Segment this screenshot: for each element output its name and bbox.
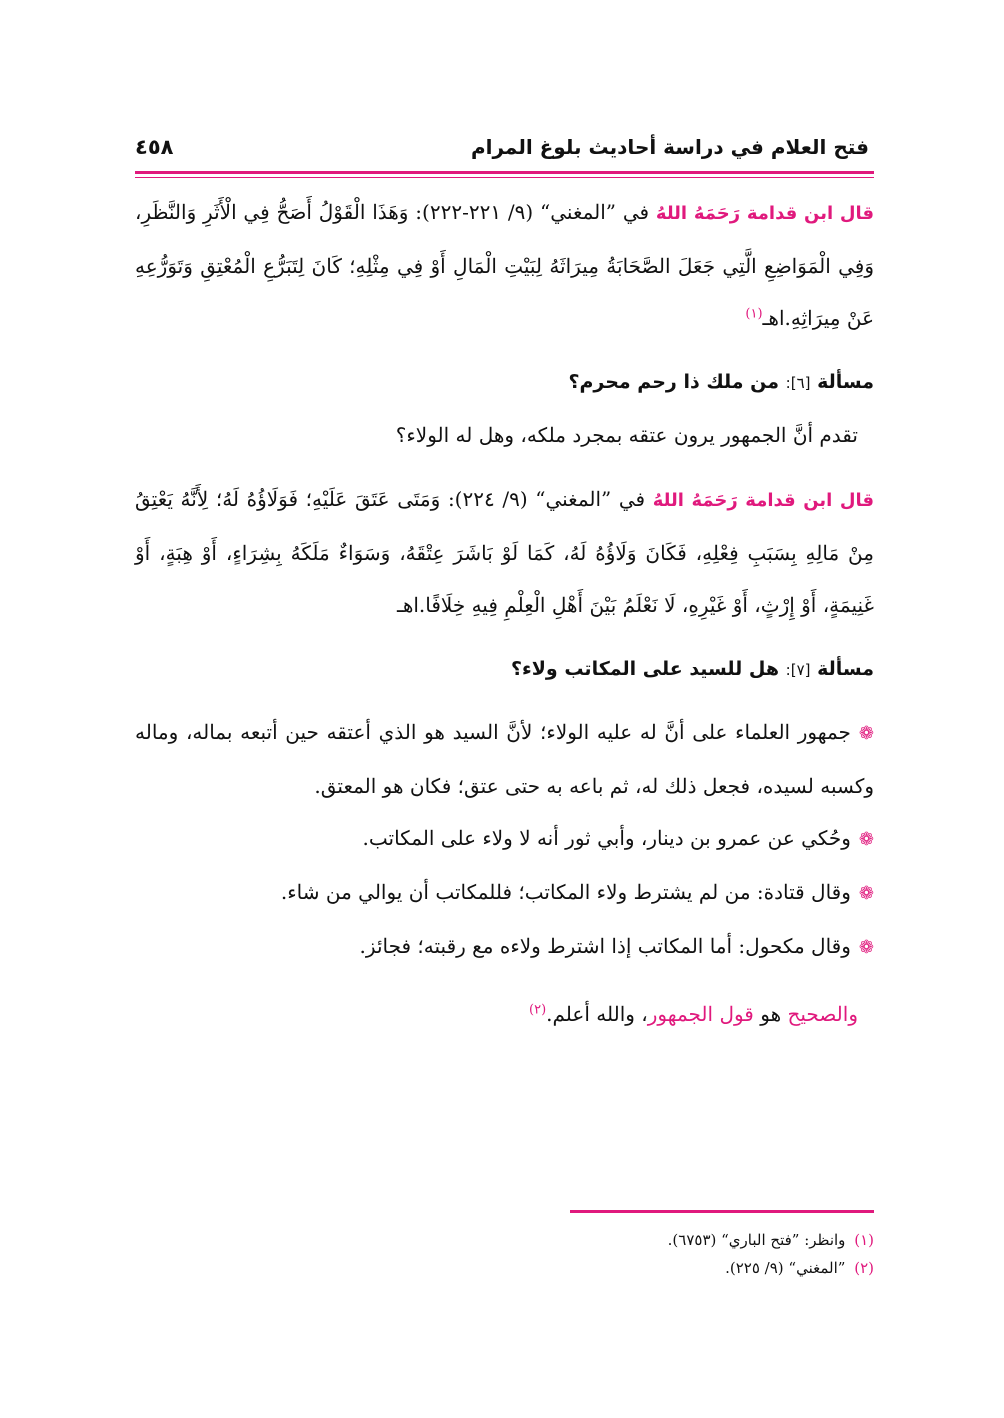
conclusion bbox=[135, 988, 874, 1040]
list-item-text: وقال قتادة: من لم يشترط ولاء المكاتب؛ فللمكاتب أن يوالي من شاء. bbox=[280, 880, 851, 904]
list-item bbox=[135, 706, 874, 812]
footnote bbox=[374, 1226, 874, 1254]
book-title: فتح العلام في دراسة أحاديث بلوغ المرام bbox=[470, 135, 869, 159]
footnote-text: وانظر: ”فتح الباري“ (٦٧٥٣). bbox=[667, 1231, 846, 1249]
quote-reference: في ”المغني“ (٩/ ٢٢١-٢٢٢): bbox=[415, 200, 650, 224]
quote-text: وَهَذَا الْقَوْلُ أَصَحُّ فِي الْأَثَرِ وَالنَّظَرِ، وَفِي الْمَوَاضِعِ الَّتِي جَعَلَ الصَّحَابَةُ مِيرَاثَهُ لِبَيْتِ الْمَالِ أَوْ فِي مِثْلِهِ؛ كَانَ لِتَبَرُّعِ الْمُعْتِقِ وَتَوَرُّعِهِ عَنْ مِيرَاثِهِ.اهـ bbox=[135, 200, 874, 330]
quote-paragraph-3 bbox=[135, 473, 874, 631]
footnote-number: (٢) bbox=[854, 1259, 874, 1277]
flower-bullet-icon: ❁ bbox=[858, 723, 874, 744]
flower-bullet-icon: ❁ bbox=[858, 937, 874, 958]
issue-number: [٦]: bbox=[785, 374, 811, 392]
quote-text: وَمَتَى عَتَقَ عَلَيْهِ؛ فَوَلَاؤُهُ لَهُ؛ لِأَنَّهُ يَعْتِقُ مِنْ مَالِهِ بِسَبَبِ فِعْلِهِ، فَكَانَ وَلَاؤُهُ لَهُ، كَمَا لَوْ بَاشَرَ عِتْقَهُ، وَسَوَاءٌ مَلَكَهُ بِشِرَاءٍ، أَوْ هِبَةٍ، أَوْ غَنِيمَةٍ، أَوْ إِرْثٍ، أَوْ غَيْرِهِ، لَا نَعْلَمُ بَيْنَ أَهْلِ الْعِلْمِ فِيهِ خِلَافًا.اهـ bbox=[135, 487, 874, 617]
quote-author-label: قال ابن قدامة رَحَمَهُ اللهُ bbox=[652, 490, 875, 511]
conclusion-mid: هو bbox=[760, 1002, 782, 1026]
header-rule-thin bbox=[135, 177, 874, 178]
list-item bbox=[135, 812, 874, 866]
issue-title: من ملك ذا رحم محرم؟ bbox=[568, 371, 780, 393]
list-item bbox=[135, 920, 874, 974]
flower-bullet-icon: ❁ bbox=[858, 883, 874, 904]
issue-label: مسألة bbox=[817, 658, 874, 680]
quote-reference: في ”المغني“ (٩/ ٢٢٤): bbox=[447, 487, 646, 511]
header-rule-thick bbox=[135, 171, 874, 174]
quote-author-label: قال ابن قدامة رَحَمَهُ اللهُ bbox=[655, 203, 875, 224]
footnote-text: ”المغني“ (٩/ ٢٢٥). bbox=[725, 1259, 846, 1277]
issue-number: [٧]: bbox=[785, 661, 811, 679]
list-item bbox=[135, 866, 874, 920]
conclusion-tail: ، والله أعلم. bbox=[546, 1002, 648, 1026]
list-item-text: وقال مكحول: أما المكاتب إذا اشترط ولاءه مع رقبته؛ فجائز. bbox=[359, 934, 851, 958]
footnotes bbox=[374, 1226, 874, 1282]
conclusion-lead: والصحيح bbox=[787, 1002, 858, 1026]
flower-bullet-icon: ❁ bbox=[858, 829, 874, 850]
footnote-rule bbox=[570, 1210, 874, 1213]
issue-heading-6 bbox=[135, 356, 874, 409]
list-item-text: وحُكي عن عمرو بن دينار، وأبي ثور أنه لا ولاء على المكاتب. bbox=[362, 826, 851, 850]
footnote-number: (١) bbox=[854, 1231, 874, 1249]
quote-paragraph-1 bbox=[135, 186, 874, 344]
running-header bbox=[135, 128, 869, 166]
page-body bbox=[135, 186, 874, 1060]
issue-heading-7 bbox=[135, 643, 874, 696]
page-number: ٤٥٨ bbox=[135, 135, 174, 159]
body-paragraph-2: تقدم أنَّ الجمهور يرون عتقه بمجرد ملكه، وهل له الولاء؟ bbox=[395, 423, 858, 447]
footnote-marker[interactable]: (١) bbox=[745, 306, 763, 322]
footnote-marker[interactable]: (٢) bbox=[529, 1002, 547, 1018]
conclusion-highlight: قول الجمهور bbox=[647, 1002, 754, 1026]
list-item-text: جمهور العلماء على أنَّ له عليه الولاء؛ لأنَّ السيد هو الذي أعتقه حين أتبعه بماله، وماله وكسبه لسيده، فجعل ذلك له، ثم باعه به حتى عتق؛ فكان هو المعتق. bbox=[135, 720, 874, 798]
issue-title: هل للسيد على المكاتب ولاء؟ bbox=[511, 658, 780, 680]
footnote bbox=[374, 1254, 874, 1282]
issue-label: مسألة bbox=[817, 371, 874, 393]
